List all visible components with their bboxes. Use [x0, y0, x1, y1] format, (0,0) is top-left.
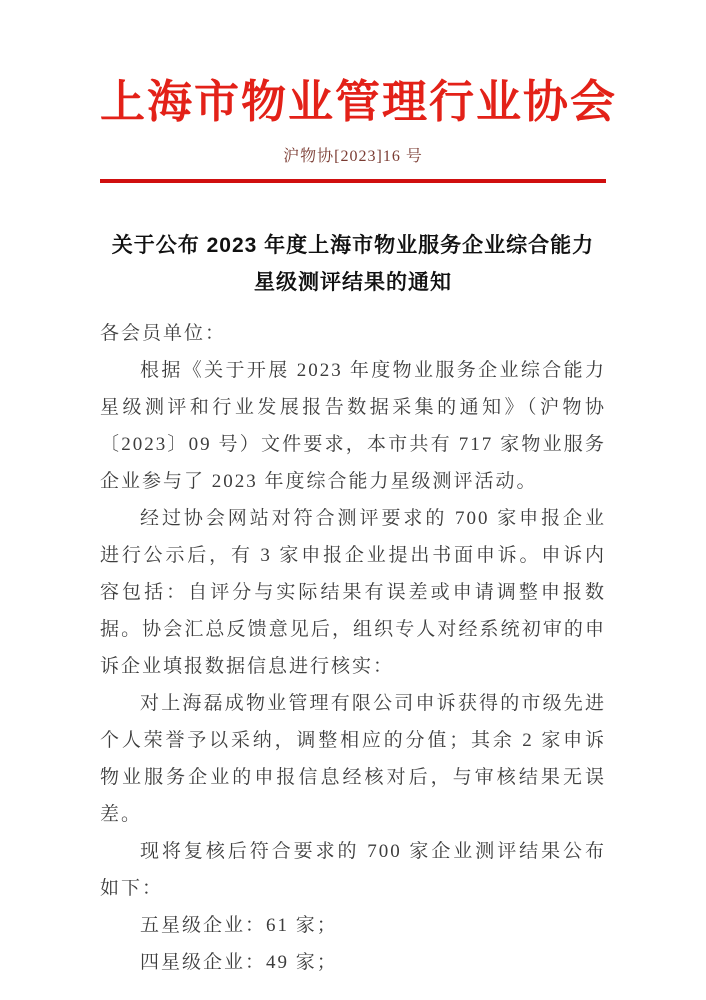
notice-title-line2: 星级测评结果的通知 — [254, 271, 452, 294]
red-divider — [100, 179, 606, 183]
notice-title — [100, 227, 606, 301]
paragraph-five-star-count: 五星级企业：61 家； — [140, 915, 338, 936]
org-title: 上海市物业管理行业协会 — [100, 77, 618, 127]
salutation: 各会员单位： — [100, 323, 227, 344]
paragraph-four-star-count: 四星级企业：49 家； — [140, 952, 338, 973]
paragraph-appeal-result: 对上海磊成物业管理有限公司申诉获得的市级先进个人荣誉予以采纳，调整相应的分值；其余 2 家申诉物业服务企业的申报信息经核对后，与审核结果无误差。 — [100, 693, 606, 825]
doc-number: 沪物协[2023]16 号 — [283, 148, 423, 165]
notice-body — [100, 315, 606, 981]
notice-title-line1: 关于公布 2023 年度上海市物业服务企业综合能力 — [111, 234, 595, 257]
paragraph-results-intro: 现将复核后符合要求的 700 家企业测评结果公布如下： — [100, 841, 606, 899]
paragraph-basis: 根据《关于开展 2023 年度物业服务企业综合能力星级测评和行业发展报告数据采集的通知》（沪物协〔2023〕09 号）文件要求，本市共有 717 家物业服务企业参与了 2023 年度综合能力星级测评活动。 — [100, 360, 606, 492]
paragraph-publicity-appeals: 经过协会网站对符合测评要求的 700 家申报企业进行公示后，有 3 家申报企业提出书面申诉。申诉内容包括：自评分与实际结果有误差或申请调整申报数据。协会汇总反馈意见后，组织专人对经系统初审的申诉企业填报数据信息进行核实： — [100, 508, 606, 677]
